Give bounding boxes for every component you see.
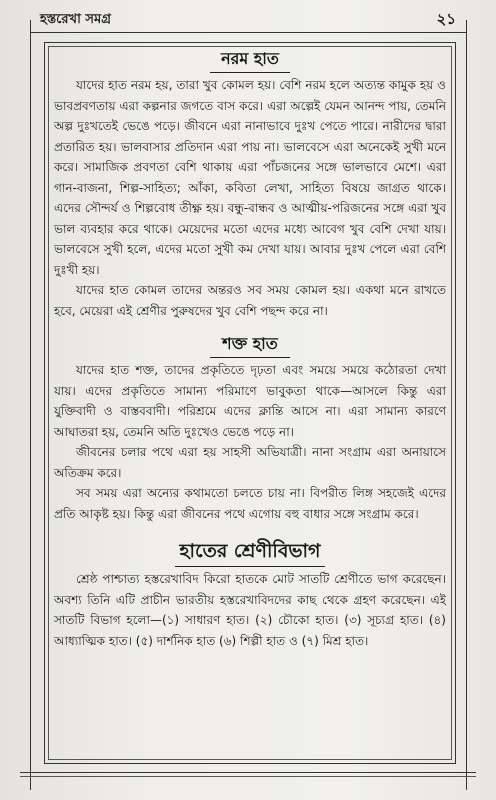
section-heading: শক্ত হাত	[222, 334, 278, 353]
running-head: হস্তরেখা সমগ্র	[40, 12, 111, 27]
page-content	[54, 46, 446, 651]
header-rule	[30, 32, 466, 33]
page-number: ২১	[436, 10, 456, 28]
section-hand-classification	[54, 536, 446, 651]
paragraph: শ্রেষ্ঠ পাশ্চাত্য হস্তরেখাবিদ কিরো হাতকে মোট সাতটি শ্রেণীতে ভাগ করেছেন। অবশ্য তিনি এটি প্রাচীন ভারতীয় হস্তরেখাবিদদের কাছ থেকে গ্রহণ করেছেন। এই সাতটি বিভাগ হলো—(১) সাধারণ হাত। (২) চৌকো হাত। (৩) সূচ্যগ্র হাত। (৪) আধ্যাত্মিক হাত। (৫) দার্শনিক হাত (৬) শিল্পী হাত ও (৭) মিশ্র হাত।	[54, 572, 446, 648]
section-hard-hand	[54, 331, 446, 524]
paragraph: সব সময় এরা অন্যের কথামতো চলতে চায় না। বিপরীত লিঙ্গ সহজেই এদের প্রতি আকৃষ্ট হয়। কিন্তু এরা জীবনের পথে এগোয় বহু বাধার সঙ্গে সংগ্রাম করে।	[54, 486, 446, 521]
bottom-rule	[20, 772, 476, 773]
paragraph: জীবনের চলার পথে এরা হয় সাহসী অভিযাত্রী। নানা সংগ্রাম এরা অনায়াসে অতিক্রম করে।	[54, 445, 446, 480]
left-margin-rule	[30, 20, 31, 790]
section-heading: হাতের শ্রেণীবিভাগ	[179, 540, 321, 562]
heading-underline	[210, 357, 290, 358]
paragraph: যাদের হাত কোমল তাদের অন্তরও সব সময় কোমল হয়। একথা মনে রাখতে হবে, মেয়েরা এই শ্রেণীর পুরুষদের খুব বেশি পছন্দ করে না।	[54, 283, 446, 318]
paragraph: যাদের হাত নরম হয়, তারা খুব কোমল হয়। বেশি নরম হলে অত্যন্ত কামুক হয় ও ভাবপ্রবণতায় এরা কল্পনার জগতে বাস করে। এরা অল্পেই যেমন আনন্দ পায়, তেমনি অল্প দুঃখতেই ভেঙে পড়ে। জীবনে এরা নানাভাবে দুঃখ পেতে পারে। নারীদের দ্বারা প্রতারিত হয়। ভালবাসার প্রতিদান এরা পায় না। ভালবেসে এরা অনেকেই সুখী মনে করে। সামাজিক প্রবণতা বেশি থাকায় এরা পাঁচজনের সঙ্গে ভালভাবে মেশে। এরা গান-বাজনা, শিল্প-সাহিত্য; আঁকা, কবিতা লেখা, সাহিত্য বিষয়ে জাগ্রত থাকে। এদের সৌন্দর্য ও শিল্পবোধ তীক্ষ্ণ হয়। বন্ধু-বান্ধব ও আত্মীয়-পরিজনের সঙ্গে এরা খুব ভাল ব্যবহার করে থাকে। মেয়েদের মতো এদের মধ্যে আবেগ খুব বেশি দেখা যায়। ভালবেসে সুখী হলে, এদের মতো সুখী কম দেখা যায়। আবার দুঃখ পেলে এরা বেশি দুঃখী হয়।	[54, 78, 446, 277]
heading-underline	[210, 72, 290, 73]
heading-underline	[175, 566, 325, 567]
bottom-rule-secondary	[20, 776, 476, 777]
section-heading: নরম হাত	[221, 49, 279, 68]
section-soft-hand	[54, 46, 446, 321]
right-margin-rule	[466, 20, 467, 790]
paragraph: যাদের হাত শক্ত, তাদের প্রকৃতিতে দৃঢ়তা এবং সময়ে সময়ে কঠোরতা দেখা যায়। এদের প্রকৃতিতে সামান্য পরিমাণে ভাবুকতা থাকে—আসলে কিন্তু এরা যুক্তিবাদী ও বাস্তববাদী। পরিশ্রমে এদের ক্লান্তি আসে না। এরা সামান্য কারণে আঘাতরা হয়, তেমনি অতি দুঃখেও ভেঙে পড়ে না।	[54, 363, 446, 439]
